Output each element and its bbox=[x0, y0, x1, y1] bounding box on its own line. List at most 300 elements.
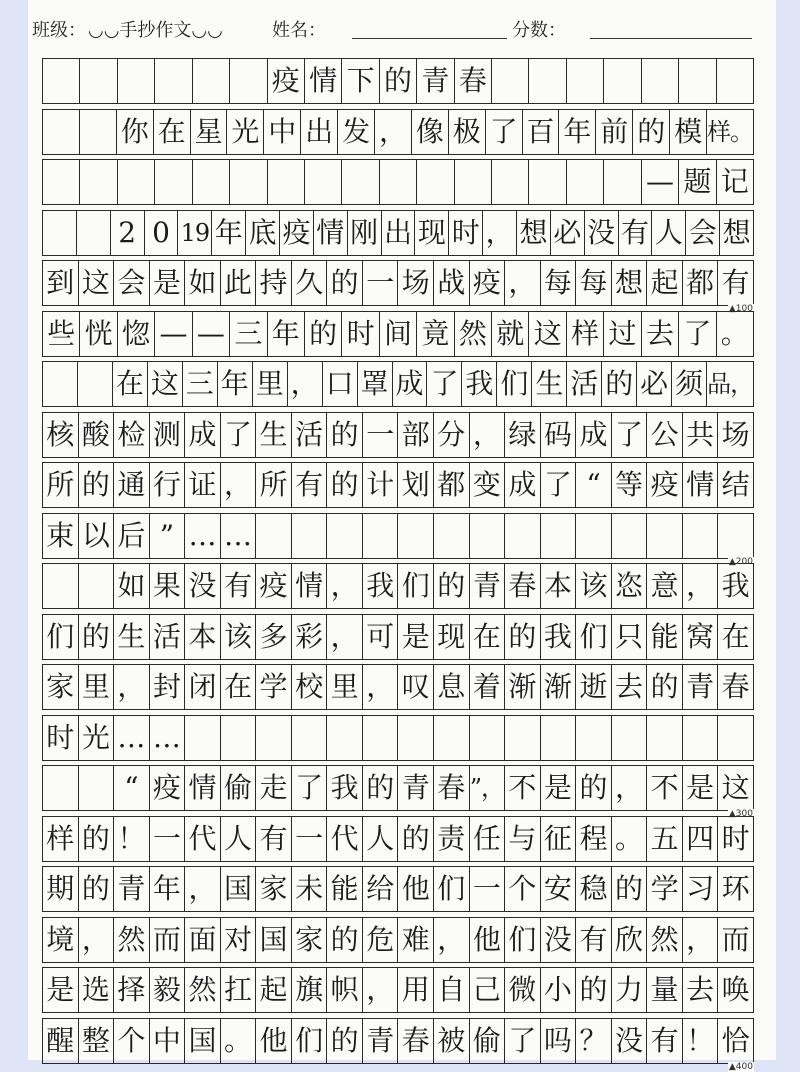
grid-cell: 己 bbox=[470, 968, 506, 1012]
grid-cell bbox=[221, 716, 257, 760]
grid-cell bbox=[43, 564, 79, 608]
grid-cell: 公 bbox=[647, 413, 683, 457]
grid-cell bbox=[612, 716, 648, 760]
grid-cell: ， bbox=[505, 261, 541, 305]
grid-cell: 年 bbox=[218, 362, 253, 406]
grid-cell bbox=[43, 110, 80, 154]
grid-cell: 小 bbox=[541, 968, 577, 1012]
grid-cell: ！ bbox=[683, 1019, 719, 1063]
grid-cell: 帜 bbox=[327, 968, 363, 1012]
essay-grid bbox=[42, 58, 754, 1072]
grid-cell: 的 bbox=[305, 312, 342, 356]
grid-cell bbox=[268, 160, 305, 204]
grid-cell: 的 bbox=[633, 110, 670, 154]
grid-cell: ， bbox=[470, 413, 506, 457]
grid-cell: 场 bbox=[721, 417, 750, 451]
grid-cell: 极 bbox=[449, 110, 486, 154]
grid-cell bbox=[230, 160, 267, 204]
grid-cell: 恣 bbox=[612, 564, 648, 608]
grid-cell bbox=[567, 59, 604, 103]
grid-cell: 久 bbox=[292, 261, 328, 305]
grid-cell: 用 bbox=[398, 968, 434, 1012]
grid-cell: ， bbox=[114, 665, 150, 709]
grid-cell: 春 bbox=[434, 766, 470, 810]
grid-cell: 持 bbox=[256, 261, 292, 305]
grid-cell: 疫 bbox=[268, 59, 305, 103]
grid-cell: … bbox=[150, 716, 186, 760]
grid-cell bbox=[470, 514, 506, 558]
grid-cell: 去 bbox=[642, 312, 679, 356]
grid-cell: 疫 bbox=[256, 564, 292, 608]
grid-row bbox=[42, 563, 754, 609]
grid-cell: 情 bbox=[683, 463, 719, 507]
grid-cell: 环 bbox=[721, 872, 750, 905]
grid-cell: 情 bbox=[305, 59, 342, 103]
grid-cell: 想 bbox=[722, 215, 751, 249]
grid-cell: 恍 bbox=[80, 312, 117, 356]
grid-cell: 我 bbox=[541, 615, 577, 659]
grid-cell: 校 bbox=[292, 665, 328, 709]
grid-cell: 记 bbox=[720, 165, 749, 198]
grid-row bbox=[42, 109, 754, 155]
grid-cell bbox=[529, 59, 566, 103]
grid-cell: 毅 bbox=[150, 968, 186, 1012]
grid-cell: ， bbox=[612, 766, 648, 810]
grid-cell: 。 bbox=[612, 817, 648, 861]
grid-cell: 青 bbox=[363, 1019, 399, 1063]
grid-cell bbox=[398, 716, 434, 760]
grid-cell: 有 bbox=[221, 564, 257, 608]
grid-cell: 情 bbox=[314, 211, 348, 255]
grid-cell: 模 bbox=[670, 110, 707, 154]
grid-cell: 该 bbox=[576, 564, 612, 608]
grid-cell: 共 bbox=[683, 413, 719, 457]
grid-cell: 成 bbox=[185, 413, 221, 457]
grid-cell: 了 bbox=[541, 463, 577, 507]
grid-cell: 证 bbox=[185, 463, 221, 507]
grid-cell: 竟 bbox=[417, 312, 454, 356]
grid-cell: 息 bbox=[434, 665, 470, 709]
grid-cell: ， bbox=[434, 918, 470, 962]
grid-cell bbox=[417, 160, 454, 204]
grid-cell bbox=[43, 211, 77, 255]
grid-cell: 没 bbox=[541, 918, 577, 962]
grid-row bbox=[42, 260, 754, 306]
grid-cell: 有 bbox=[619, 211, 653, 255]
grid-cell bbox=[327, 514, 363, 558]
grid-cell: 力 bbox=[612, 968, 648, 1012]
grid-cell: 偷 bbox=[470, 1019, 506, 1063]
grid-cell bbox=[647, 514, 683, 558]
grid-cell: 而 bbox=[150, 918, 186, 962]
grid-cell: 吗 bbox=[541, 1019, 577, 1063]
grid-cell: 疫 bbox=[647, 463, 683, 507]
grid-cell: 是 bbox=[541, 766, 577, 810]
grid-row bbox=[42, 715, 754, 761]
grid-cell: 危 bbox=[363, 918, 399, 962]
grid-cell bbox=[80, 59, 117, 103]
grid-cell: 百 bbox=[523, 110, 560, 154]
grid-row bbox=[42, 361, 754, 407]
grid-cell: 疫 bbox=[280, 211, 314, 255]
grid-cell: 生 bbox=[114, 615, 150, 659]
grid-cell: 19 bbox=[178, 211, 212, 255]
grid-cell: 部 bbox=[398, 413, 434, 457]
grid-cell: 现 bbox=[434, 615, 470, 659]
grid-cell bbox=[541, 514, 577, 558]
grid-cell: 疫 bbox=[470, 261, 506, 305]
grid-cell: 前 bbox=[596, 110, 633, 154]
grid-cell bbox=[327, 716, 363, 760]
grid-cell: 码 bbox=[541, 413, 577, 457]
grid-cell: 检 bbox=[114, 413, 150, 457]
grid-cell: 的 bbox=[398, 817, 434, 861]
grid-cell: 行 bbox=[150, 463, 186, 507]
grid-cell: 到 bbox=[43, 261, 79, 305]
grid-row bbox=[42, 816, 754, 862]
grid-cell: 通 bbox=[114, 463, 150, 507]
grid-cell: 了 bbox=[292, 766, 328, 810]
grid-cell bbox=[683, 514, 719, 558]
grid-cell: 窝 bbox=[683, 615, 719, 659]
grid-cell bbox=[541, 716, 577, 760]
grid-cell: 这 bbox=[79, 261, 115, 305]
grid-cell: 样 bbox=[567, 312, 604, 356]
grid-cell: “ bbox=[576, 463, 612, 507]
grid-cell: 渐 bbox=[541, 665, 577, 709]
grid-cell: 人 bbox=[652, 211, 686, 255]
grid-cell bbox=[185, 716, 221, 760]
grid-cell: 期 bbox=[43, 867, 79, 911]
grid-cell bbox=[492, 160, 529, 204]
grid-cell: 一 bbox=[363, 261, 399, 305]
grid-row bbox=[42, 462, 754, 508]
grid-cell: 2 bbox=[111, 211, 145, 255]
grid-cell: 微 bbox=[505, 968, 541, 1012]
grid-row bbox=[42, 614, 754, 660]
grid-cell: 的 bbox=[79, 615, 115, 659]
grid-cell: 青 bbox=[398, 766, 434, 810]
grid-cell: … bbox=[114, 716, 150, 760]
word-count-marker: ▲300 bbox=[728, 809, 753, 819]
grid-cell: 了 bbox=[221, 413, 257, 457]
name-label: 姓名： bbox=[272, 20, 326, 41]
grid-cell: 须 bbox=[672, 362, 707, 406]
grid-cell: 成 bbox=[393, 362, 428, 406]
grid-cell: 星 bbox=[191, 110, 228, 154]
grid-cell: 刚 bbox=[348, 211, 382, 255]
grid-cell: 计 bbox=[363, 463, 399, 507]
grid-cell bbox=[576, 716, 612, 760]
grid-cell: 成 bbox=[505, 463, 541, 507]
grid-cell: 代 bbox=[327, 817, 363, 861]
grid-cell bbox=[604, 160, 641, 204]
word-count-marker: ▲400 bbox=[728, 1061, 753, 1072]
grid-cell: 五 bbox=[647, 817, 683, 861]
grid-cell: 所 bbox=[256, 463, 292, 507]
grid-cell: 了 bbox=[612, 413, 648, 457]
grid-cell bbox=[576, 514, 612, 558]
grid-cell: ， bbox=[375, 110, 412, 154]
grid-cell: 的 bbox=[363, 766, 399, 810]
grid-cell bbox=[292, 514, 328, 558]
grid-cell: 了 bbox=[679, 312, 716, 356]
grid-cell: 欣 bbox=[612, 918, 648, 962]
grid-cell bbox=[43, 59, 80, 103]
grid-cell: 惚 bbox=[118, 312, 155, 356]
grid-cell: 有 bbox=[576, 918, 612, 962]
grid-cell bbox=[612, 514, 648, 558]
grid-cell: 四 bbox=[683, 817, 719, 861]
grid-cell: 我 bbox=[721, 569, 750, 602]
grid-cell: 的 bbox=[612, 867, 648, 911]
grid-cell: 唤 bbox=[721, 973, 750, 1006]
grid-cell bbox=[505, 514, 541, 558]
header bbox=[32, 12, 762, 42]
grid-cell: 不 bbox=[647, 766, 683, 810]
grid-cell bbox=[43, 160, 80, 204]
grid-cell: 划 bbox=[398, 463, 434, 507]
grid-cell: 分 bbox=[434, 413, 470, 457]
grid-cell: ？ bbox=[576, 1019, 612, 1063]
grid-cell: 在 bbox=[470, 615, 506, 659]
grid-cell: 春 bbox=[398, 1019, 434, 1063]
grid-row bbox=[42, 210, 754, 256]
grid-cell bbox=[492, 59, 529, 103]
grid-cell: 这 bbox=[148, 362, 183, 406]
grid-cell: 醒 bbox=[43, 1019, 79, 1063]
grid-cell: 没 bbox=[185, 564, 221, 608]
grid-cell bbox=[193, 59, 230, 103]
grid-cell: 闭 bbox=[185, 665, 221, 709]
grid-cell: 有 bbox=[292, 463, 328, 507]
grid-cell: 去 bbox=[683, 968, 719, 1012]
grid-cell: 题 bbox=[679, 160, 716, 204]
grid-cell bbox=[80, 160, 117, 204]
grid-cell: 年 bbox=[559, 110, 596, 154]
grid-cell bbox=[342, 160, 379, 204]
grid-cell: 是 bbox=[150, 261, 186, 305]
grid-cell: 样。 bbox=[707, 117, 754, 146]
grid-cell: — bbox=[642, 160, 679, 204]
grid-cell: 底 bbox=[246, 211, 280, 255]
grid-cell: 旗 bbox=[292, 968, 328, 1012]
grid-cell: 责 bbox=[434, 817, 470, 861]
grid-cell: 意 bbox=[647, 564, 683, 608]
grid-cell bbox=[155, 160, 192, 204]
grid-cell: 人 bbox=[221, 817, 257, 861]
grid-cell: 程 bbox=[576, 817, 612, 861]
grid-cell: 然 bbox=[647, 918, 683, 962]
grid-row bbox=[42, 917, 754, 963]
grid-cell: 。 bbox=[720, 316, 749, 350]
grid-cell: 量 bbox=[647, 968, 683, 1012]
grid-cell bbox=[567, 160, 604, 204]
grid-cell: 每 bbox=[541, 261, 577, 305]
grid-cell: 时 bbox=[43, 716, 79, 760]
grid-cell: 年 bbox=[212, 211, 246, 255]
grid-cell: 时 bbox=[721, 821, 750, 855]
grid-cell bbox=[43, 362, 78, 406]
score-blank bbox=[590, 38, 752, 39]
grid-cell: 青 bbox=[417, 59, 454, 103]
grid-cell bbox=[193, 160, 230, 204]
grid-cell: 逝 bbox=[576, 665, 612, 709]
grid-cell: 境 bbox=[43, 918, 79, 962]
grid-cell: 三 bbox=[230, 312, 267, 356]
grid-cell bbox=[434, 514, 470, 558]
grid-cell bbox=[256, 716, 292, 760]
grid-cell: 们 bbox=[292, 1019, 328, 1063]
grid-cell bbox=[118, 59, 155, 103]
word-count-marker: ▲100 bbox=[728, 304, 753, 314]
grid-cell: 面 bbox=[185, 918, 221, 962]
grid-cell bbox=[434, 716, 470, 760]
grid-cell: 活 bbox=[292, 413, 328, 457]
grid-cell: 们 bbox=[398, 564, 434, 608]
grid-cell: 出 bbox=[301, 110, 338, 154]
grid-cell: 会 bbox=[686, 211, 720, 255]
grid-cell: 的 bbox=[327, 261, 363, 305]
grid-row bbox=[42, 513, 754, 559]
grid-cell: 选 bbox=[79, 968, 115, 1012]
grid-cell: 他 bbox=[256, 1019, 292, 1063]
grid-cell: 然 bbox=[455, 312, 492, 356]
grid-cell: 情 bbox=[185, 766, 221, 810]
grid-cell: ， bbox=[363, 665, 399, 709]
grid-cell: 年 bbox=[150, 867, 186, 911]
grid-cell: 习 bbox=[683, 867, 719, 911]
grid-cell: ， bbox=[185, 867, 221, 911]
grid-cell bbox=[305, 160, 342, 204]
grid-cell: 。 bbox=[221, 1019, 257, 1063]
grid-cell: 学 bbox=[647, 867, 683, 911]
grid-cell: 安 bbox=[541, 867, 577, 911]
grid-cell: — bbox=[155, 312, 192, 356]
grid-cell: 三 bbox=[183, 362, 218, 406]
grid-cell: ， bbox=[327, 615, 363, 659]
grid-cell: 果 bbox=[150, 564, 186, 608]
grid-cell: 酸 bbox=[79, 413, 115, 457]
class-value: ◡◡手抄作文◡◡ bbox=[88, 20, 223, 41]
grid-cell: 多 bbox=[256, 615, 292, 659]
grid-cell: 里 bbox=[327, 665, 363, 709]
word-count-marker: ▲200 bbox=[728, 556, 753, 567]
grid-cell: 们 bbox=[434, 867, 470, 911]
grid-cell: 生 bbox=[532, 362, 567, 406]
grid-cell: … bbox=[221, 514, 257, 558]
grid-cell: 自 bbox=[434, 968, 470, 1012]
grid-cell bbox=[363, 716, 399, 760]
grid-cell: 下 bbox=[342, 59, 379, 103]
grid-cell: 中 bbox=[264, 110, 301, 154]
grid-cell: 然 bbox=[114, 918, 150, 962]
grid-cell: ”， bbox=[470, 766, 506, 810]
grid-cell: 我 bbox=[462, 362, 497, 406]
grid-cell bbox=[230, 59, 267, 103]
grid-cell: ， bbox=[483, 211, 517, 255]
grid-cell: 一 bbox=[470, 867, 506, 911]
grid-cell: 走 bbox=[256, 766, 292, 810]
grid-cell: 发 bbox=[338, 110, 375, 154]
grid-cell: 一 bbox=[150, 817, 186, 861]
grid-cell: 想 bbox=[612, 261, 648, 305]
grid-cell: 不 bbox=[505, 766, 541, 810]
grid-cell: ， bbox=[683, 564, 719, 608]
grid-cell: 春 bbox=[721, 670, 750, 703]
grid-cell: 时 bbox=[342, 312, 379, 356]
grid-cell: ， bbox=[327, 564, 363, 608]
grid-cell: 的 bbox=[505, 615, 541, 659]
grid-cell: 们 bbox=[43, 615, 79, 659]
grid-cell: 都 bbox=[683, 261, 719, 305]
grid-cell: 战 bbox=[434, 261, 470, 305]
grid-cell: 的 bbox=[327, 1019, 363, 1063]
grid-cell: ， bbox=[363, 968, 399, 1012]
grid-cell: 我 bbox=[363, 564, 399, 608]
grid-cell bbox=[642, 59, 679, 103]
grid-cell bbox=[80, 110, 117, 154]
grid-cell: 变 bbox=[470, 463, 506, 507]
grid-cell: 光 bbox=[227, 110, 264, 154]
grid-cell: 如 bbox=[185, 261, 221, 305]
grid-cell: 被 bbox=[434, 1019, 470, 1063]
grid-cell: 家 bbox=[256, 867, 292, 911]
grid-cell: 可 bbox=[363, 615, 399, 659]
grid-cell: 疫 bbox=[150, 766, 186, 810]
grid-cell bbox=[79, 766, 115, 810]
grid-cell: 必 bbox=[551, 211, 585, 255]
grid-row bbox=[42, 58, 754, 104]
grid-cell: 扛 bbox=[221, 968, 257, 1012]
grid-cell: 了 bbox=[486, 110, 523, 154]
grid-row bbox=[42, 765, 754, 811]
grid-cell: 以 bbox=[79, 514, 115, 558]
grid-cell: ！ bbox=[114, 817, 150, 861]
grid-cell: 一 bbox=[363, 413, 399, 457]
grid-cell: 国 bbox=[256, 918, 292, 962]
grid-row bbox=[42, 311, 754, 357]
grid-cell: 的 bbox=[602, 362, 637, 406]
grid-cell: 场 bbox=[398, 261, 434, 305]
grid-cell: 年 bbox=[268, 312, 305, 356]
grid-cell: 光 bbox=[79, 716, 115, 760]
grid-cell: 我 bbox=[327, 766, 363, 810]
grid-cell: 整 bbox=[79, 1019, 115, 1063]
grid-cell: 对 bbox=[221, 918, 257, 962]
grid-cell: ， bbox=[288, 362, 323, 406]
grid-cell: 择 bbox=[114, 968, 150, 1012]
grid-cell bbox=[470, 716, 506, 760]
grid-row bbox=[42, 664, 754, 710]
grid-cell: 彩 bbox=[292, 615, 328, 659]
grid-cell: 恰 bbox=[721, 1023, 750, 1057]
grid-cell bbox=[683, 716, 719, 760]
grid-cell: 如 bbox=[114, 564, 150, 608]
grid-cell: 成 bbox=[576, 413, 612, 457]
grid-row bbox=[42, 412, 754, 458]
grid-cell: 就 bbox=[492, 312, 529, 356]
grid-cell bbox=[398, 514, 434, 558]
grid-cell: 着 bbox=[470, 665, 506, 709]
grid-cell: 有 bbox=[647, 1019, 683, 1063]
grid-cell: 只 bbox=[612, 615, 648, 659]
grid-cell: 里 bbox=[79, 665, 115, 709]
grid-cell: 情 bbox=[292, 564, 328, 608]
grid-cell: 有 bbox=[256, 817, 292, 861]
grid-cell: 叹 bbox=[398, 665, 434, 709]
grid-cell: 家 bbox=[292, 918, 328, 962]
